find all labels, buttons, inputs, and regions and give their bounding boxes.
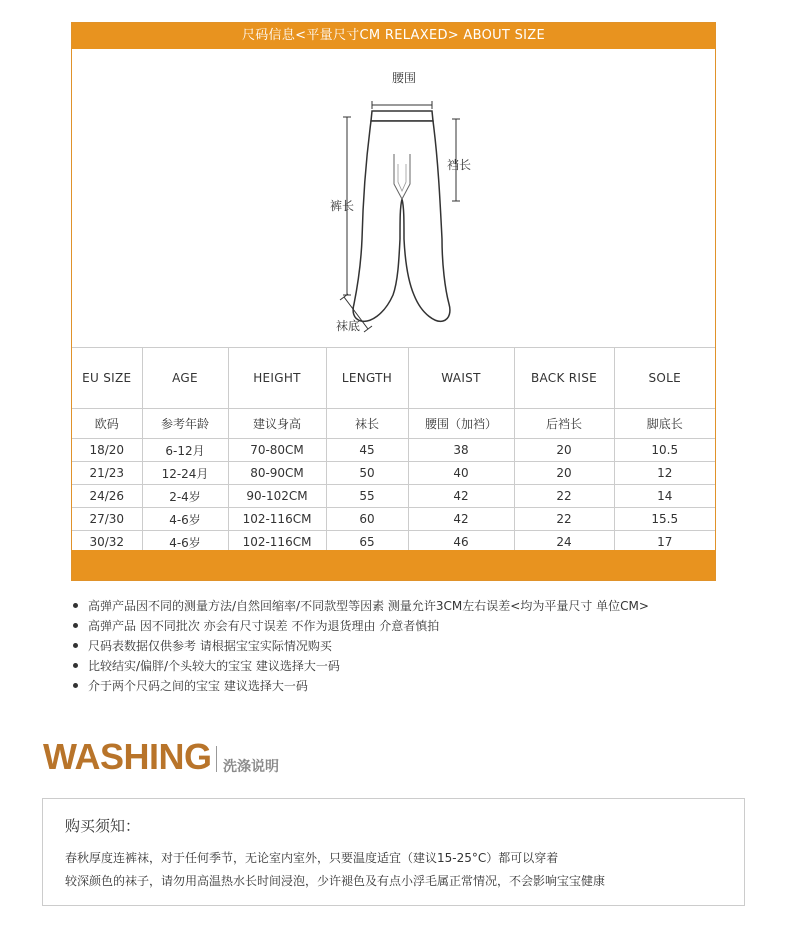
- table-cell: 70-80CM: [228, 439, 326, 462]
- table-cell: 22: [514, 508, 614, 531]
- purchase-notice-line: 春秋厚度连裤袜，对于任何季节，无论室内室外，只要温度适宜（建议15-25°C）都可以穿着: [65, 851, 559, 865]
- tights-illustration: [72, 49, 715, 369]
- table-cell: 102-116CM: [228, 531, 326, 554]
- table-cell: 65: [326, 531, 408, 554]
- table-cell: 6-12月: [142, 439, 228, 462]
- column-header-cn: 欧码: [72, 409, 142, 439]
- table-cell: 80-90CM: [228, 462, 326, 485]
- bullet-icon: [73, 663, 78, 668]
- column-header: BACK RISE: [514, 348, 614, 409]
- bullet-icon: [73, 603, 78, 608]
- table-cell: 12-24月: [142, 462, 228, 485]
- table-cell: 10.5: [614, 439, 715, 462]
- table-cell: 21/23: [72, 462, 142, 485]
- column-header-cn: 后裆长: [514, 409, 614, 439]
- column-header: SOLE: [614, 348, 715, 409]
- table-cell: 90-102CM: [228, 485, 326, 508]
- table-cell: 2-4岁: [142, 485, 228, 508]
- column-header: HEIGHT: [228, 348, 326, 409]
- column-header-cn: 建议身高: [228, 409, 326, 439]
- note-text: 高弹产品 因不同批次 亦会有尺寸误差 不作为退货理由 介意者慎拍: [88, 619, 440, 633]
- table-cell: 38: [408, 439, 514, 462]
- column-header-cn: 脚底长: [614, 409, 715, 439]
- size-info-footer-bar: [72, 550, 715, 580]
- size-info-header: 尺码信息<平量尺寸CM RELAXED> ABOUT SIZE: [72, 23, 715, 49]
- table-row: [72, 508, 715, 531]
- list-item: [70, 596, 649, 616]
- table-cell: 20: [514, 462, 614, 485]
- table-row: [72, 485, 715, 508]
- table-cell: 45: [326, 439, 408, 462]
- washing-subtitle: 洗涤说明: [223, 759, 279, 775]
- list-item: [70, 616, 649, 636]
- list-item: [70, 676, 649, 696]
- size-notes-list: [70, 596, 649, 696]
- column-header-cn: 参考年龄: [142, 409, 228, 439]
- note-text: 比较结实/偏胖/个头较大的宝宝 建议选择大一码: [88, 659, 340, 673]
- table-cell: 24: [514, 531, 614, 554]
- table-cell: 60: [326, 508, 408, 531]
- table-cell: 42: [408, 508, 514, 531]
- table-cell: 55: [326, 485, 408, 508]
- table-cn-header-row: [72, 409, 715, 439]
- table-cell: 102-116CM: [228, 508, 326, 531]
- table-cell: 46: [408, 531, 514, 554]
- washing-divider: [216, 746, 217, 772]
- size-info-panel: [71, 22, 716, 581]
- purchase-notice-box: [42, 798, 745, 906]
- table-row: [72, 439, 715, 462]
- sole-label: 袜底: [336, 319, 361, 333]
- purchase-notice-line: 较深颜色的袜子，请勿用高温热水长时间浸泡，少许褪色及有点小浮毛属正常情况，不会影响宝宝健康: [65, 874, 606, 888]
- note-text: 介于两个尺码之间的宝宝 建议选择大一码: [88, 679, 308, 693]
- table-header-row: [72, 348, 715, 409]
- table-cell: 15.5: [614, 508, 715, 531]
- column-header-cn: 腰围（加裆）: [408, 409, 514, 439]
- table-cell: 17: [614, 531, 715, 554]
- table-cell: 14: [614, 485, 715, 508]
- bullet-icon: [73, 683, 78, 688]
- table-cell: 27/30: [72, 508, 142, 531]
- table-cell: 4-6岁: [142, 508, 228, 531]
- column-header: AGE: [142, 348, 228, 409]
- waist-label: 腰围: [392, 71, 417, 85]
- table-row: [72, 462, 715, 485]
- column-header: EU SIZE: [72, 348, 142, 409]
- note-text: 高弹产品因不同的测量方法/自然回缩率/不同款型等因素 测量允许3CM左右误差<均为平量尺寸 单位CM>: [88, 599, 649, 613]
- column-header-cn: 袜长: [326, 409, 408, 439]
- rise-label: 裆长: [447, 158, 472, 172]
- table-cell: 4-6岁: [142, 531, 228, 554]
- column-header: LENGTH: [326, 348, 408, 409]
- table-cell: 30/32: [72, 531, 142, 554]
- table-cell: 40: [408, 462, 514, 485]
- list-item: [70, 636, 649, 656]
- tights-diagram: [72, 49, 715, 369]
- table-cell: 18/20: [72, 439, 142, 462]
- table-cell: 24/26: [72, 485, 142, 508]
- purchase-notice-title: 购买须知：: [65, 817, 141, 835]
- table-cell: 22: [514, 485, 614, 508]
- table-cell: 50: [326, 462, 408, 485]
- column-header: WAIST: [408, 348, 514, 409]
- washing-title: WASHING: [43, 736, 212, 777]
- list-item: [70, 656, 649, 676]
- bullet-icon: [73, 643, 78, 648]
- table-cell: 42: [408, 485, 514, 508]
- bullet-icon: [73, 623, 78, 628]
- note-text: 尺码表数据仅供参考 请根据宝宝实际情况购买: [88, 639, 332, 653]
- size-table: [72, 347, 715, 554]
- table-cell: 20: [514, 439, 614, 462]
- table-cell: 12: [614, 462, 715, 485]
- length-label: 裤长: [330, 199, 355, 213]
